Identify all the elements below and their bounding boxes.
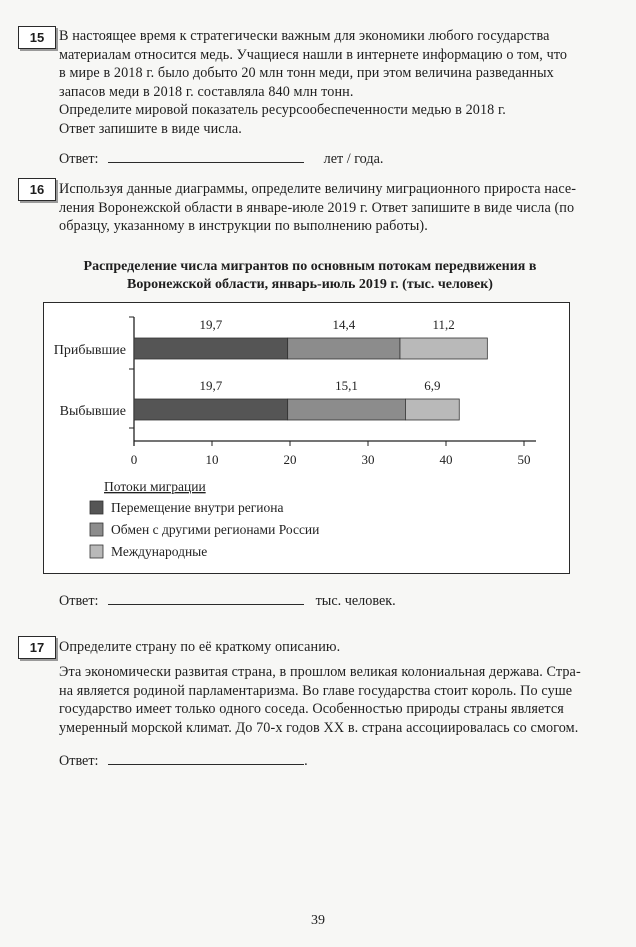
category-label: Выбывшие: [59, 404, 126, 419]
text-line: В настоящее время к стратегически важным для экономики любого государства: [59, 28, 550, 44]
category-label: Прибывшие: [53, 343, 126, 358]
x-tick-label: 30: [361, 452, 375, 467]
x-tick-label: 40: [439, 452, 453, 467]
migration-chart: [43, 302, 570, 574]
task-17-question: Определите страну по её краткому описанию.: [59, 639, 341, 655]
bar-segment: [288, 338, 400, 359]
text-line: государство имеет только одного соседа. Особенностью природы страны является: [59, 701, 564, 717]
answer-label: Ответ:: [59, 593, 99, 609]
text-line: Эта экономически развитая страна, в прошлом великая колониальная держава. Стра-: [59, 664, 581, 680]
x-tick-label: 50: [517, 452, 531, 467]
answer-unit: лет / года.: [323, 151, 384, 167]
legend-label: Обмен с другими регионами России: [111, 522, 320, 537]
legend-label: Перемещение внутри региона: [111, 500, 284, 515]
legend-swatch: [90, 501, 103, 514]
x-tick-label: 10: [205, 452, 219, 467]
text-line: ления Воронежской области в январе-июле 2019 г. Ответ запишите в виде числа (по: [59, 199, 575, 216]
bar-value-label: 15,1: [335, 378, 358, 393]
task-16-answer-row: [59, 590, 396, 610]
x-tick-label: 20: [283, 452, 297, 467]
text-line: образцу, указанному в инструкции по выполнению работы).: [59, 218, 428, 234]
text-line: в мире в 2018 г. было добыто 20 млн тонн меди, при этом величина разведанных: [59, 65, 554, 81]
answer-period: .: [304, 753, 308, 769]
bar-value-label: 11,2: [432, 317, 455, 332]
task-16-text: [59, 180, 604, 236]
bar-segment: [288, 399, 406, 420]
bar-segment: [405, 399, 459, 420]
text-line: Используя данные диаграммы, определите величину миграционного прироста насе-: [59, 181, 577, 197]
text-line: запасов меди в 2018 г. составляла 840 млн тонн.: [59, 83, 354, 100]
task-16-number: 16: [18, 178, 56, 201]
bar-segment: [400, 338, 487, 359]
task-15-answer-row: [59, 148, 383, 168]
answer-label: Ответ:: [59, 753, 99, 769]
text-line: Определите мировой показатель ресурсообеспеченности медью в 2018 г.: [59, 102, 506, 118]
task-17-answer-row: [59, 750, 308, 770]
text-line: умеренный морской климат. До 70-х годов XX в. страна ассоциировалась со смогом.: [59, 719, 579, 736]
chart-svg: [44, 303, 569, 573]
bar-segment: [134, 338, 288, 359]
task-16-answer-field[interactable]: [108, 590, 304, 605]
bar-value-label: 19,7: [199, 317, 223, 332]
text-line: материалам относится медь. Учащиеся нашли в интернете информацию о том, что: [59, 46, 568, 63]
task-15-text: [59, 27, 604, 138]
chart-title-line: Воронежской области, январь-июль 2019 г. (тыс. человек): [127, 277, 493, 292]
task-15-answer-field[interactable]: [108, 148, 304, 163]
text-line: на является родиной парламентаризма. Во главе государства стоит король. По суше: [59, 682, 573, 699]
task-17-answer-field[interactable]: [108, 750, 304, 765]
bar-value-label: 19,7: [199, 378, 223, 393]
text-line: Ответ запишите в виде числа.: [59, 120, 242, 137]
answer-label: Ответ:: [59, 151, 99, 167]
page-number: 39: [311, 913, 325, 928]
task-17-text: [59, 663, 604, 737]
legend-label: Международные: [111, 544, 208, 559]
legend-swatch: [90, 523, 103, 536]
x-tick-label: 0: [130, 452, 138, 467]
task-15-number: 15: [18, 26, 56, 49]
answer-unit: тыс. человек.: [315, 593, 396, 609]
bar-value-label: 14,4: [332, 317, 356, 332]
bar-value-label: 6,9: [424, 378, 441, 393]
chart-title: [40, 258, 580, 294]
chart-title-line: Распределение числа мигрантов по основным потокам передвижения в: [83, 259, 537, 274]
legend-swatch: [90, 545, 103, 558]
legend-title: Потоки миграции: [104, 479, 206, 494]
task-17-number: 17: [18, 636, 56, 659]
bar-segment: [134, 399, 288, 420]
